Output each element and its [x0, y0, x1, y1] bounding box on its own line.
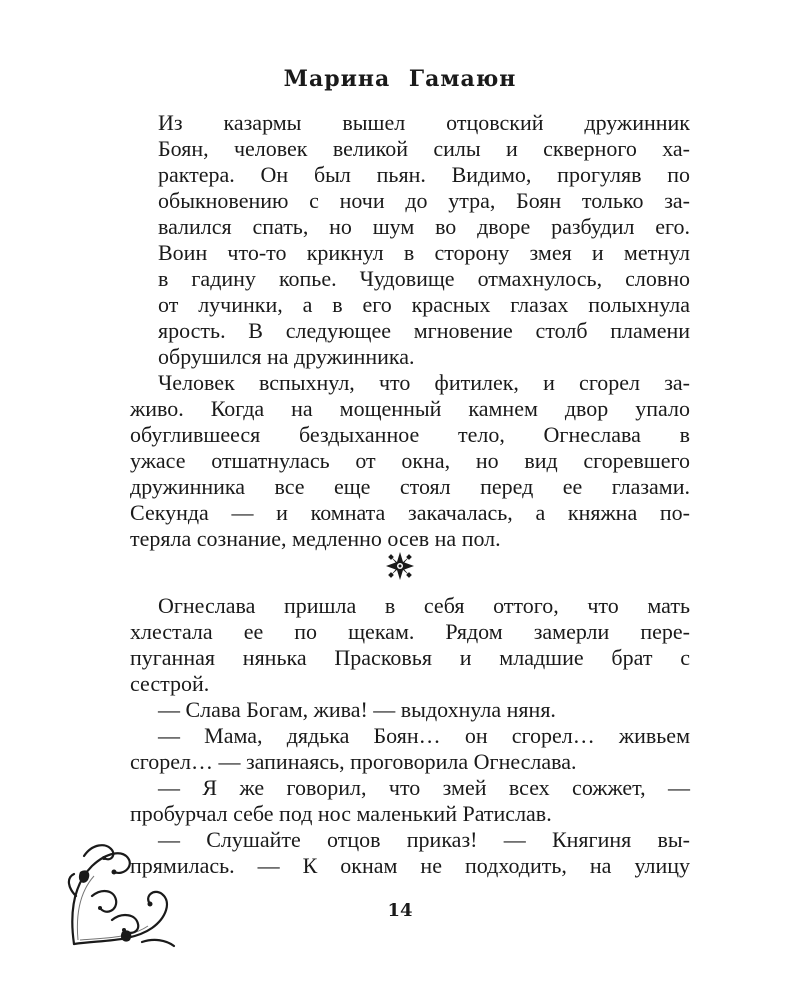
text-line: прямилась. — К окнам не подходить, на улицу [130, 853, 690, 878]
ornamental-star-icon [385, 566, 415, 585]
text-line: ужасе отшатнулась от окна, но вид сгоревшего [130, 448, 690, 473]
text-line: сгорел… — запинаясь, проговорила Огнеслава. [130, 749, 577, 774]
paragraph [130, 370, 690, 552]
text-line: сестрой. [130, 671, 210, 696]
text-line: теряла сознание, медленно осев на пол. [130, 526, 501, 551]
text-line: Из казармы вышел отцовский дружинник [158, 110, 690, 135]
text-line: Человек вспыхнул, что фитилек, и сгорел за- [158, 370, 690, 395]
paragraph [130, 775, 690, 827]
text-line: Огнеслава пришла в себя оттого, что мать [158, 593, 690, 618]
text-line: обыкновению с ночи до утра, Боян только за- [158, 188, 690, 213]
text-line: дружинника все еще стоял перед ее глазами. [130, 474, 690, 499]
text-line: рактера. Он был пьян. Видимо, прогуляв по [158, 162, 690, 187]
text-line: обрушился на дружинника. [158, 344, 415, 369]
text-line: — Слушайте отцов приказ! — Княгиня вы- [158, 827, 690, 852]
text-line: в гадину копье. Чудовище отмахнулось, словно [158, 266, 690, 291]
floral-flourish-icon [62, 836, 180, 948]
text-before-break [130, 110, 690, 552]
section-separator [0, 551, 800, 585]
paragraph [130, 110, 690, 370]
text-line: Воин что-то крикнул в сторону змея и метнул [158, 240, 690, 265]
text-line: пуганная нянька Прасковья и младшие брат с [130, 645, 690, 670]
text-line: — Слава Богам, жива! — выдохнула няня. [158, 697, 556, 722]
page-number: 14 [387, 900, 413, 921]
paragraph [130, 593, 690, 697]
text-line: валился спать, но шум во дворе разбудил его. [158, 214, 690, 239]
text-line: Боян, человек великой силы и скверного ха- [158, 136, 690, 161]
text-line: от лучинки, а в его красных глазах полыхнула [158, 292, 690, 317]
text-line: — Я же говорил, что змей всех сожжет, — [158, 775, 690, 800]
text-line: хлестала ее по щекам. Рядом замерли пере- [130, 619, 690, 644]
text-line: живо. Когда на мощенный камнем двор упало [130, 396, 690, 421]
paragraph [130, 697, 690, 723]
text-after-break [130, 593, 690, 879]
text-line: Секунда — и комната закачалась, а княжна по- [130, 500, 690, 525]
paragraph [130, 723, 690, 775]
text-line: пробурчал себе под нос маленький Ратислав. [130, 801, 552, 826]
text-line: обуглившееся бездыханное тело, Огнеслава в [130, 422, 690, 447]
paragraph [130, 827, 690, 879]
text-line: — Мама, дядька Боян… он сгорел… живьем [158, 723, 690, 748]
text-line: ярость. В следующее мгновение столб пламени [158, 318, 690, 343]
running-head: Марина Гамаюн [283, 66, 517, 92]
